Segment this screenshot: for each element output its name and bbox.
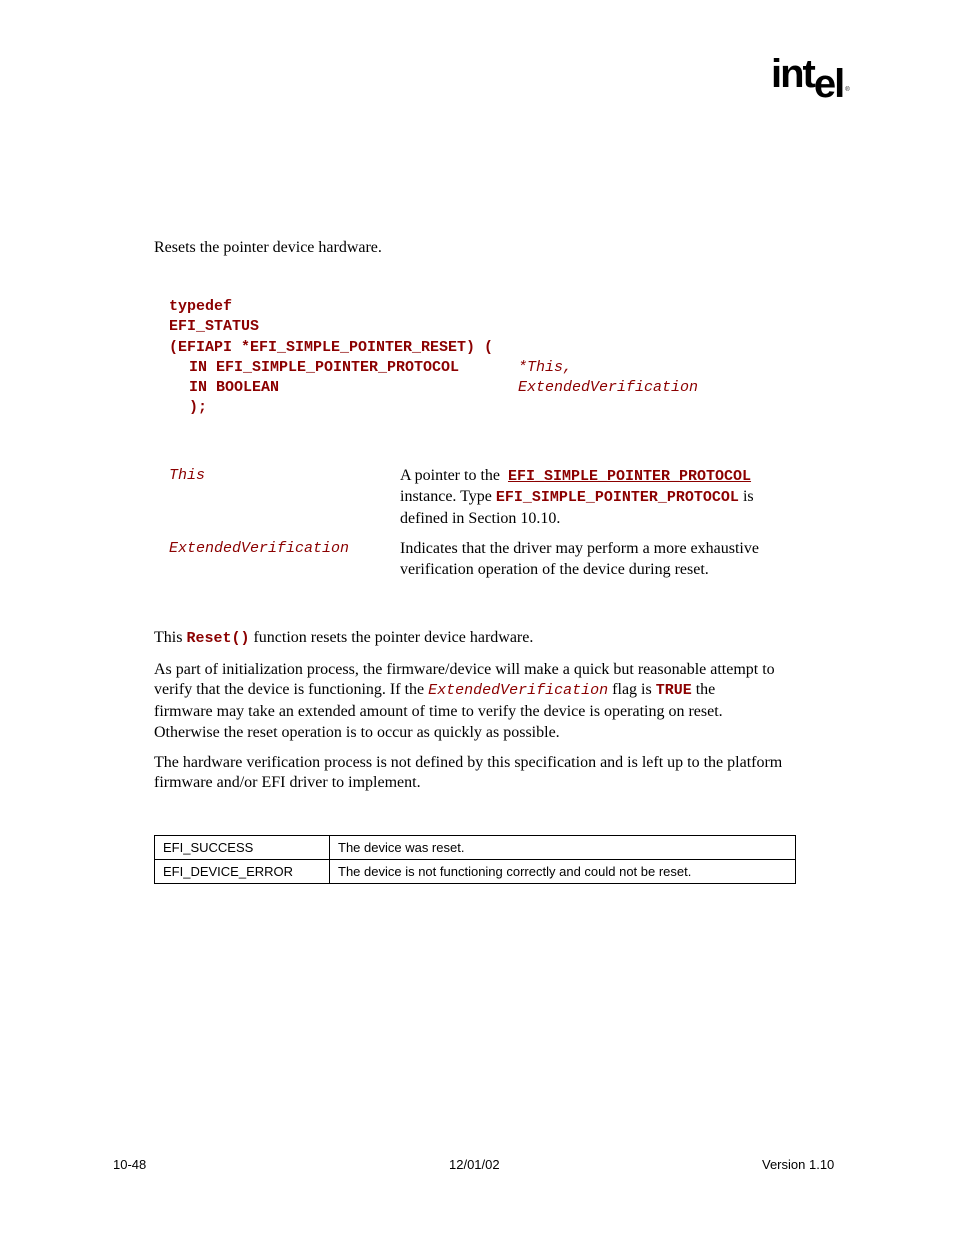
param-desc-extended-verification: Indicates that the driver may perform a more exhaustive verification operation of the device during reset. xyxy=(400,540,759,578)
summary-text: Resets the pointer device hardware. xyxy=(154,239,382,256)
prototype-param1-name: *This, xyxy=(518,359,573,376)
link-efi-simple-pointer-protocol[interactable]: EFI_SIMPLE_POINTER_PROTOCOL xyxy=(507,468,752,485)
prototype-close: ); xyxy=(189,399,208,416)
footer-page-number: 10-48 xyxy=(113,1157,147,1172)
intel-logo xyxy=(771,52,850,106)
status-code: EFI_SUCCESS xyxy=(155,836,330,860)
param-desc-this-line1: A pointer to the EFI_SIMPLE_POINTER_PROTOCOL xyxy=(400,467,752,485)
footer-date: 12/01/02 xyxy=(449,1157,500,1172)
prototype-line-function: (EFIAPI *EFI_SIMPLE_POINTER_RESET) ( xyxy=(169,339,494,356)
param-name-this: This xyxy=(169,467,206,484)
table-row xyxy=(155,836,796,860)
description-p3: The hardware verification process is not defined by this specification and is left up to the platform firmware and/or EFI driver to implement. xyxy=(154,754,783,791)
logo-text-el: el xyxy=(813,62,844,106)
prototype-param1-type: IN EFI_SIMPLE_POINTER_PROTOCOL xyxy=(189,359,460,376)
status-code: EFI_DEVICE_ERROR xyxy=(155,860,330,884)
footer-version: Version 1.10 xyxy=(762,1157,835,1172)
status-desc: The device was reset. xyxy=(330,836,796,860)
prototype-param2-type: IN BOOLEAN xyxy=(189,379,280,396)
table-row xyxy=(155,860,796,884)
prototype-param2-name: ExtendedVerification xyxy=(518,379,699,396)
description-p2: As part of initialization process, the firmware/device will make a quick but reasonable attempt to verify that the device is functioning. If the ExtendedVerification flag is TRUE the firmware may take an extended amount of time to verify the device is operating on reset. Otherwise the reset operation is to occur as quickly as possible. xyxy=(154,661,775,741)
prototype-line-typedef: typedef xyxy=(169,298,233,315)
registered-mark: ® xyxy=(845,87,850,93)
code-extended-verification: ExtendedVerification xyxy=(428,682,609,699)
status-desc: The device is not functioning correctly and could not be reset. xyxy=(330,860,796,884)
status-codes-table xyxy=(154,835,796,884)
logo-text: int xyxy=(771,52,814,96)
type-efi-simple-pointer-protocol: EFI_SIMPLE_POINTER_PROTOCOL xyxy=(495,489,739,506)
code-reset: Reset() xyxy=(186,630,250,647)
description-p1: This Reset() function resets the pointer device hardware. xyxy=(154,629,534,647)
param-desc-this-line3: defined in Section 10.10. xyxy=(400,510,561,527)
param-name-extended-verification: ExtendedVerification xyxy=(169,540,350,557)
param-desc-this xyxy=(400,466,820,529)
code-true: TRUE xyxy=(655,682,692,699)
prototype-line-return-type: EFI_STATUS xyxy=(169,318,260,335)
param-desc-this-line2: instance. Type EFI_SIMPLE_POINTER_PROTOCOL is xyxy=(400,488,754,506)
